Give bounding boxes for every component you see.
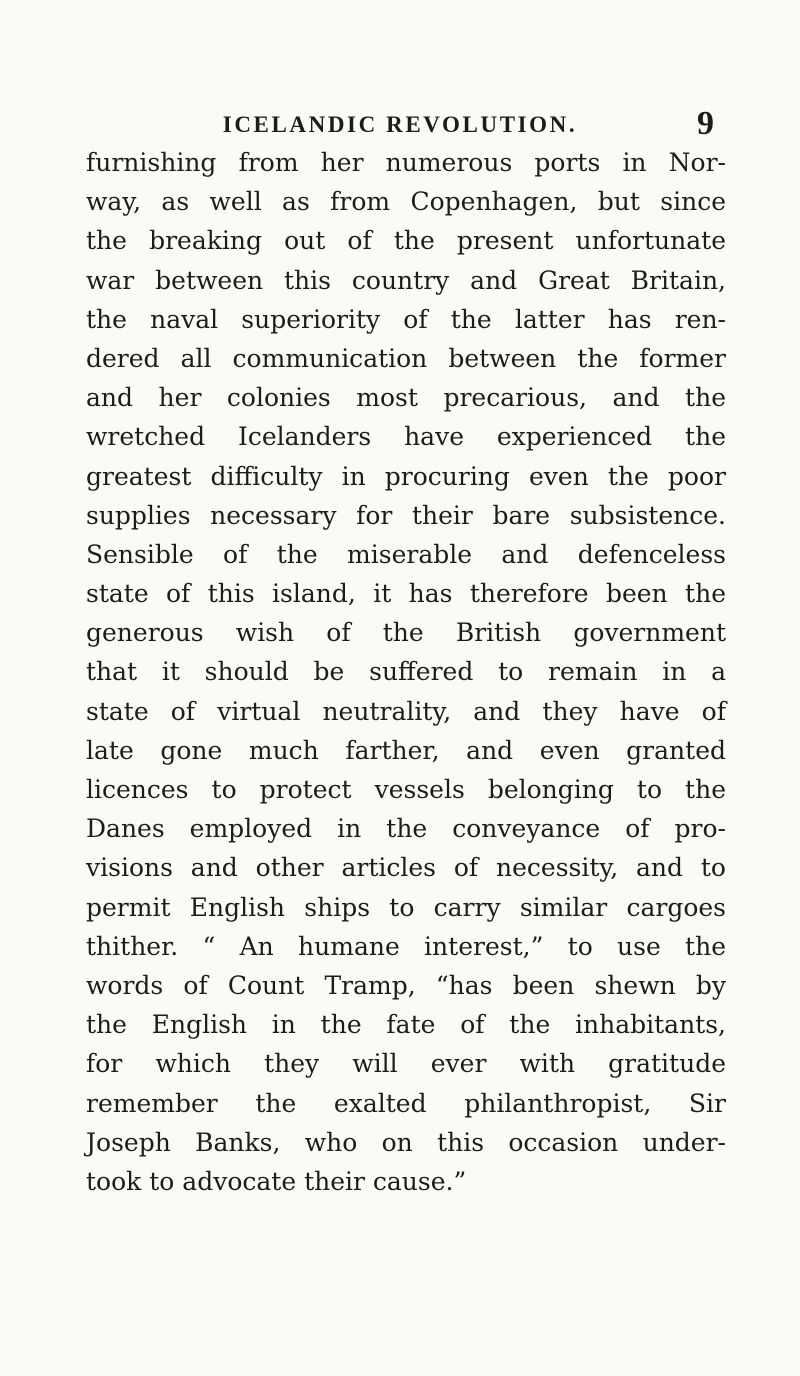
text-line-6: dered all communication between the former xyxy=(86,343,726,373)
text-line-25: remember the exalted philanthropist, Sir xyxy=(86,1088,726,1118)
text-line-22: words of Count Tramp, “has been shewn by xyxy=(86,970,726,1000)
text-line-20: permit English ships to carry similar cargoes xyxy=(86,892,726,922)
text-line-8: wretched Icelanders have experienced the xyxy=(86,422,726,452)
running-title: ICELANDIC REVOLUTION. xyxy=(222,112,578,137)
text-line-3: the breaking out of the present unfortunate xyxy=(86,226,726,256)
text-line-14: that it should be suffered to remain in a xyxy=(86,657,726,687)
text-line-17: licences to protect vessels belonging to the xyxy=(86,775,726,804)
text-line-24: for which they will ever with gratitude xyxy=(86,1049,726,1079)
text-line-18: Danes employed in the conveyance of pro- xyxy=(86,814,726,844)
text-line-15: state of virtual neutrality, and they have of xyxy=(86,696,726,726)
page-number: 9 xyxy=(697,105,714,142)
text-line-5: the naval superiority of the latter has ren- xyxy=(86,304,726,334)
text-line-4: war between this country and Great Britain, xyxy=(86,265,726,295)
text-line-1: furnishing from her numerous ports in Nor- xyxy=(86,148,726,177)
text-line-10: supplies necessary for their bare subsistence. xyxy=(86,500,726,530)
text-line-23: the English in the fate of the inhabitants, xyxy=(86,1010,726,1040)
body-paragraph xyxy=(86,143,726,1201)
text-line-9: greatest difficulty in procuring even the poor xyxy=(86,461,726,491)
text-line-7: and her colonies most precarious, and the xyxy=(86,383,726,413)
text-line-16: late gone much farther, and even granted xyxy=(86,735,726,765)
text-line-11: Sensible of the miserable and defenceless xyxy=(86,539,726,569)
text-line-26: Joseph Banks, who on this occasion under- xyxy=(86,1127,726,1157)
text-line-27: took to advocate their cause.” xyxy=(86,1166,467,1196)
text-line-19: visions and other articles of necessity, and to xyxy=(86,853,726,883)
text-line-2: way, as well as from Copenhagen, but since xyxy=(86,187,726,217)
text-line-21: thither. “ An humane interest,” to use the xyxy=(86,931,726,961)
text-line-12: state of this island, it has therefore been the xyxy=(86,579,726,609)
running-head xyxy=(0,107,800,143)
text-line-13: generous wish of the British government xyxy=(86,618,726,648)
